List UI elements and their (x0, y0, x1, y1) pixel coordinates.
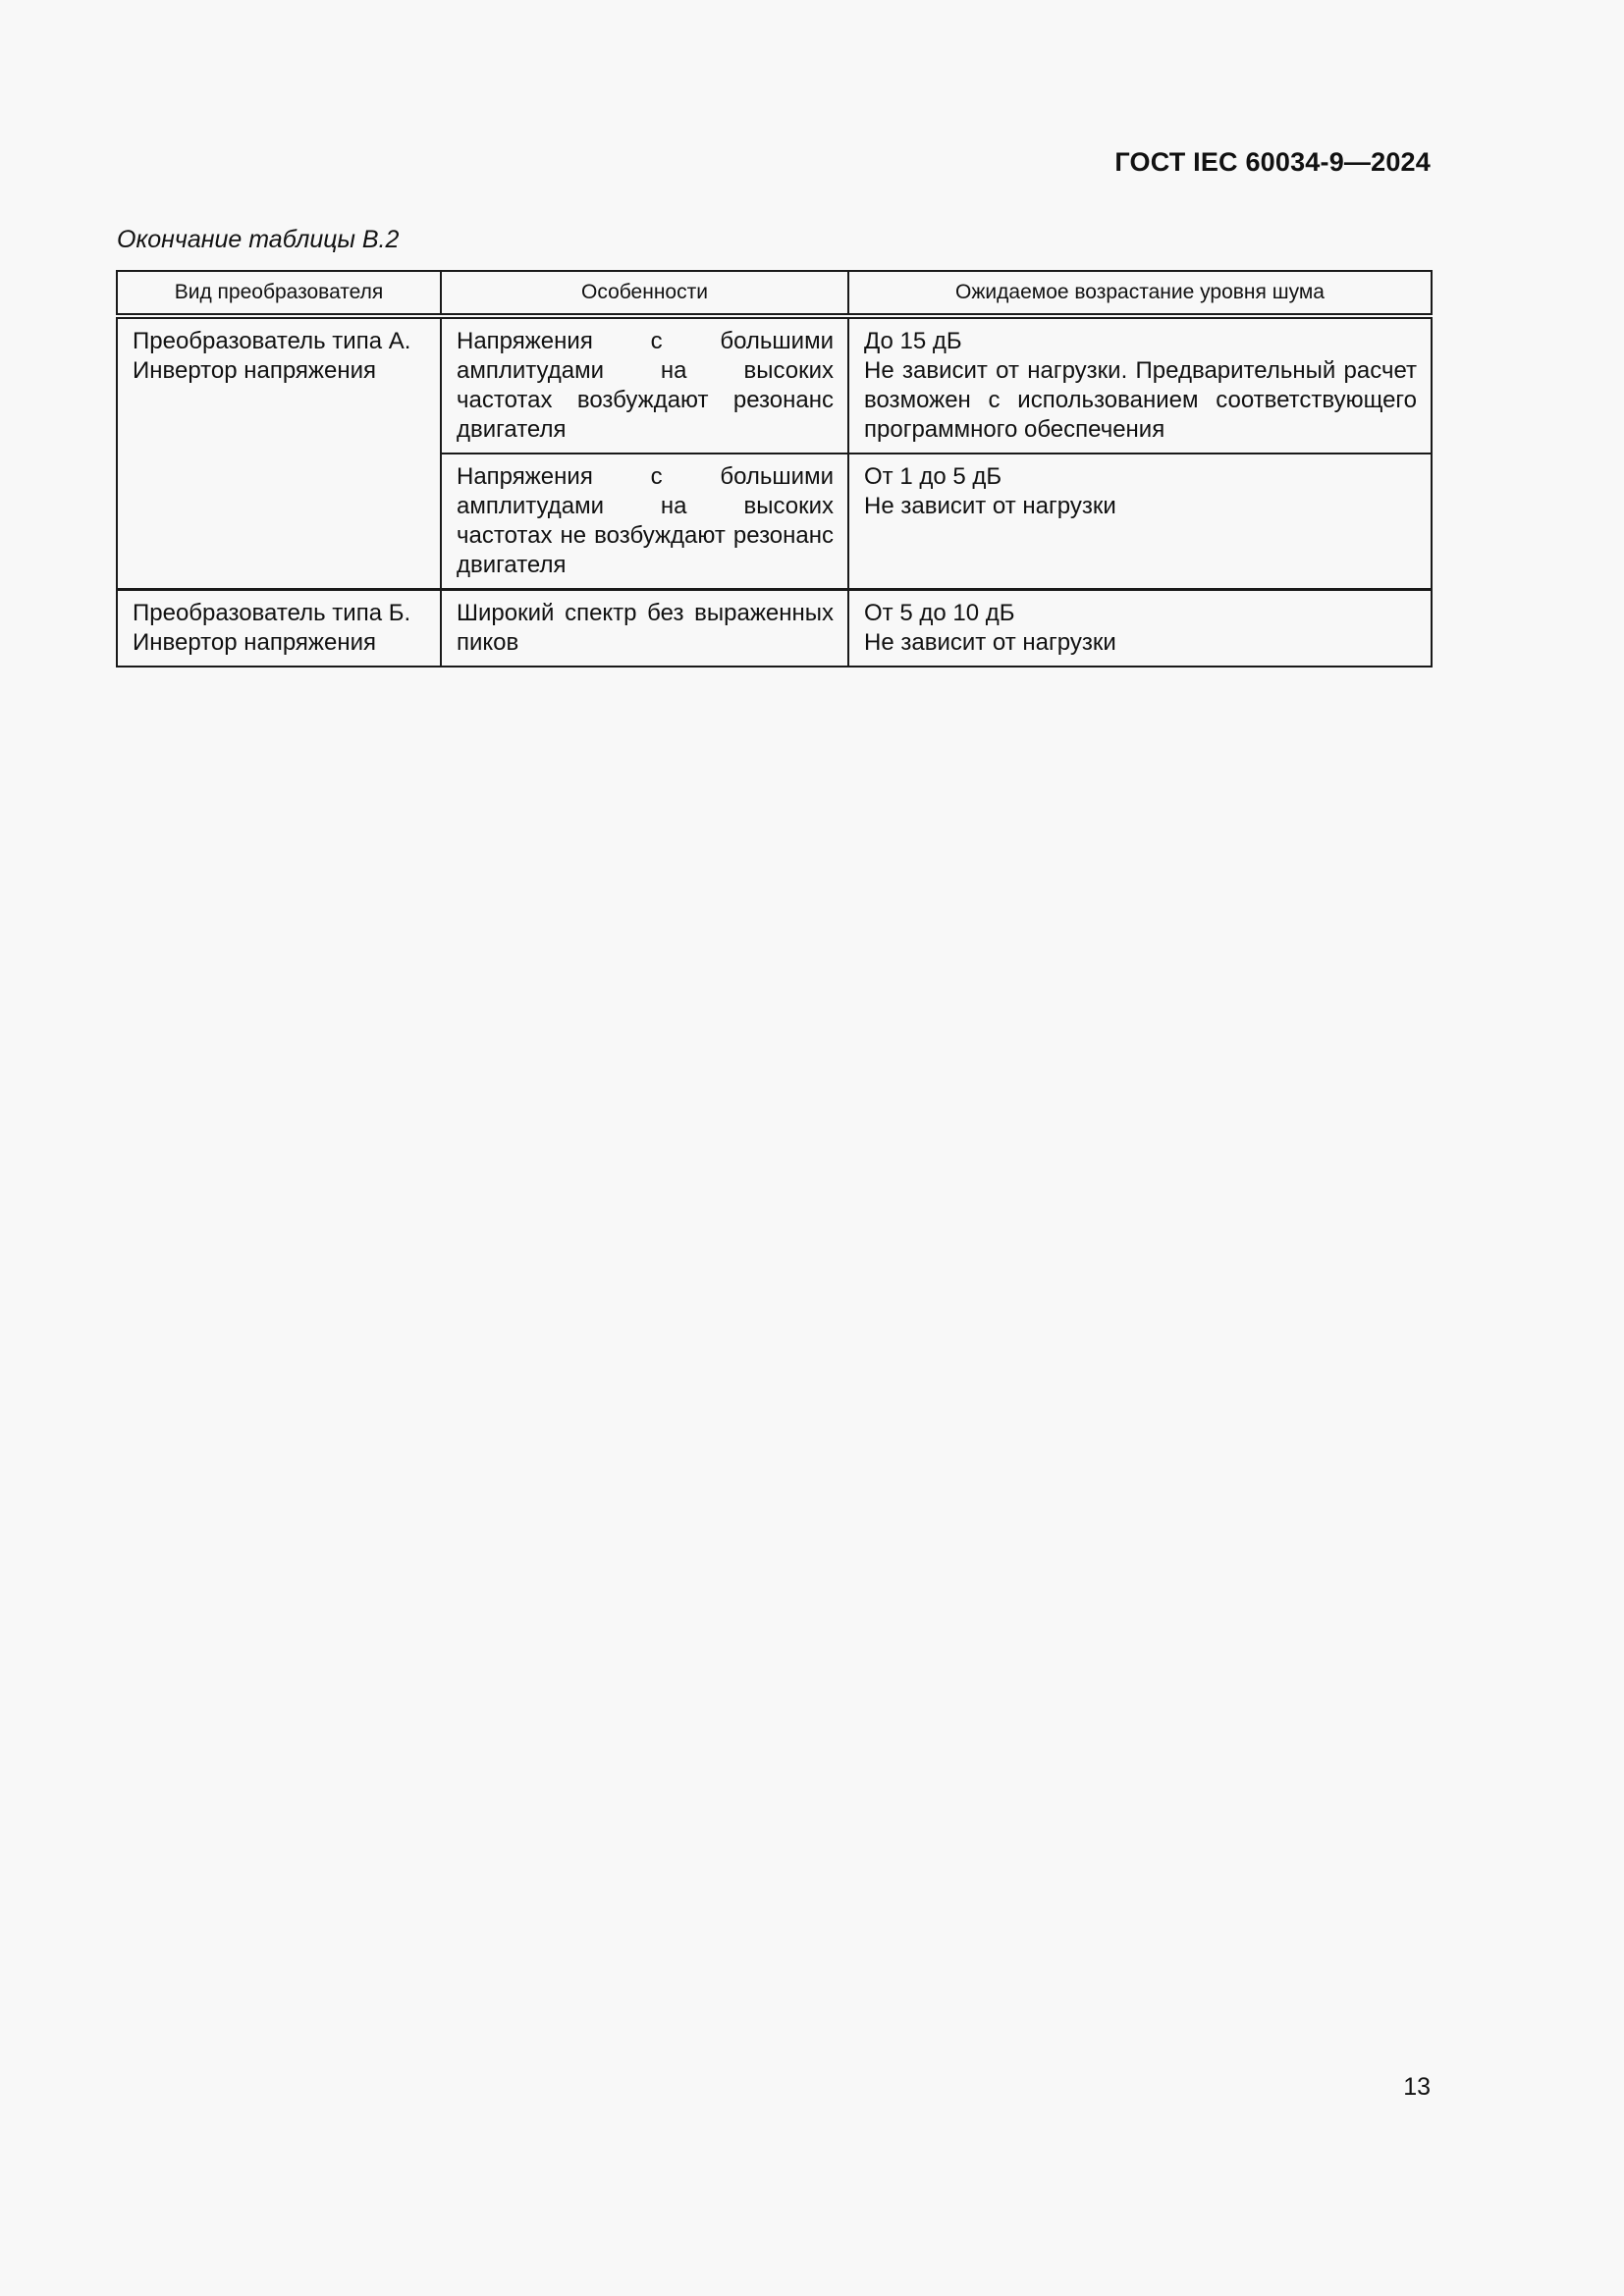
table-caption: Окончание таблицы В.2 (117, 226, 400, 253)
noise-level: До 15 дБ (864, 328, 962, 354)
features-cell: Напряжения с большими амплитудами на высоких частотах не возбуждают резонанс двигателя (441, 454, 848, 590)
converter-type-cell: Преобразователь типа А. Инвертор напряжения (117, 316, 441, 590)
column-header-noise-increase: Ожидаемое возрастание уровня шума (848, 271, 1432, 316)
converter-noise-table (116, 270, 1433, 667)
column-header-converter-type: Вид преобразователя (117, 271, 441, 316)
page-number: 13 (1403, 2073, 1431, 2101)
table-row (117, 316, 1432, 454)
features-cell: Напряжения с большими амплитудами на высоких частотах возбуждают резонанс двигателя (441, 316, 848, 454)
noise-note: Не зависит от нагрузки. Предварительный расчет возможен с использованием соответствующего программного обеспечения (864, 357, 1417, 443)
column-header-features: Особенности (441, 271, 848, 316)
noise-note: Не зависит от нагрузки (864, 629, 1116, 656)
noise-cell (848, 590, 1432, 667)
converter-type-cell: Преобразователь типа Б. Инвертор напряжения (117, 590, 441, 667)
table-header-row (117, 271, 1432, 316)
noise-note: Не зависит от нагрузки (864, 493, 1116, 519)
features-cell: Широкий спектр без выраженных пиков (441, 590, 848, 667)
document-code-header: ГОСТ IEC 60034-9—2024 (1114, 147, 1431, 177)
table-row (117, 590, 1432, 667)
noise-cell (848, 316, 1432, 454)
noise-level: От 1 до 5 дБ (864, 463, 1002, 490)
noise-cell (848, 454, 1432, 590)
noise-level: От 5 до 10 дБ (864, 600, 1015, 626)
